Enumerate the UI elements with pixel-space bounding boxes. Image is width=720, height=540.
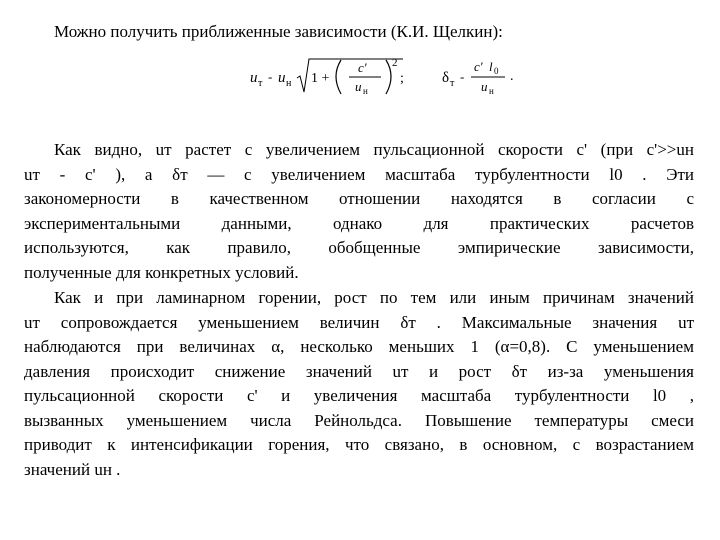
formula-dash-1: - xyxy=(268,69,273,84)
formula-delta-sub: т xyxy=(450,78,455,89)
p1-line-6: полученные для конкретных условий. xyxy=(24,262,299,282)
formula-delta: δ xyxy=(442,70,450,86)
formula-exp: 2 xyxy=(392,57,398,69)
formula-u-t: u xyxy=(250,70,258,86)
formula-u3: u xyxy=(481,79,488,94)
p1-line-3: закономерности в качественном отношении находятся в согласии с xyxy=(24,189,694,208)
formula-u-n-sub: н xyxy=(286,78,292,89)
formula-one-plus: 1 + xyxy=(311,71,330,86)
p2-line-1: Как и при ламинарном горении, рост по тем или иным причинам значений xyxy=(54,288,694,307)
formula-l0: l xyxy=(489,59,493,74)
formula-u3-sub: н xyxy=(489,86,494,96)
intro-heading: Можно получить приближенные зависимости (К.И. Щелкин): xyxy=(54,22,503,41)
formula-l0-sub: 0 xyxy=(494,66,499,76)
paragraph-2 xyxy=(24,286,694,482)
left-paren xyxy=(336,60,341,94)
formula-c-num: c′ xyxy=(358,60,367,75)
p2-line-7: приводит к интенсификации горения, что связано, в основном, с возрастанием xyxy=(24,435,694,454)
formula-u-den: u xyxy=(355,79,362,94)
formula-u-n: u xyxy=(278,70,286,86)
p1-line-1: Как видно, uт растет с увеличением пульсационной скорости c' (при c'>>uн xyxy=(54,140,694,159)
formula-c2: c′ xyxy=(474,59,483,74)
right-paren xyxy=(386,60,391,94)
p2-line-4: давления происходит снижение значений uт и рост δт из-за уменьшения xyxy=(24,361,694,381)
formula-u-den-sub: н xyxy=(363,86,368,96)
shchelkin-formula xyxy=(245,56,545,104)
p1-line-4: экспериментальными данными, однако для практических расчетов xyxy=(24,213,694,233)
p2-line-5: пульсационной скорости c' и увеличения масштаба турбулентности l0 , xyxy=(24,386,694,405)
p2-line-2: uт сопровождается уменьшением величин δт . Максимальные значения uт xyxy=(24,312,694,332)
formula-semicolon: ; xyxy=(400,71,404,86)
formula-u-t-sub: т xyxy=(258,78,263,89)
p2-line-6: вызванных уменьшением числа Рейнольдса. Повышение температуры смеси xyxy=(24,410,694,430)
p2-line-8: значений uн . xyxy=(24,459,121,479)
formula-dash-2: - xyxy=(460,69,465,84)
p2-line-3: наблюдаются при величинах α, несколько меньших 1 (α=0,8). С уменьшением xyxy=(24,337,694,356)
p1-line-5: используются, как правило, обобщенные эмпирические зависимости, xyxy=(24,238,694,257)
paragraph-1 xyxy=(24,138,694,285)
p1-line-2: uт - c' ), а δт — с увеличением масштаба турбулентности l0 . Эти xyxy=(24,164,694,184)
formula-period: . xyxy=(510,69,514,84)
